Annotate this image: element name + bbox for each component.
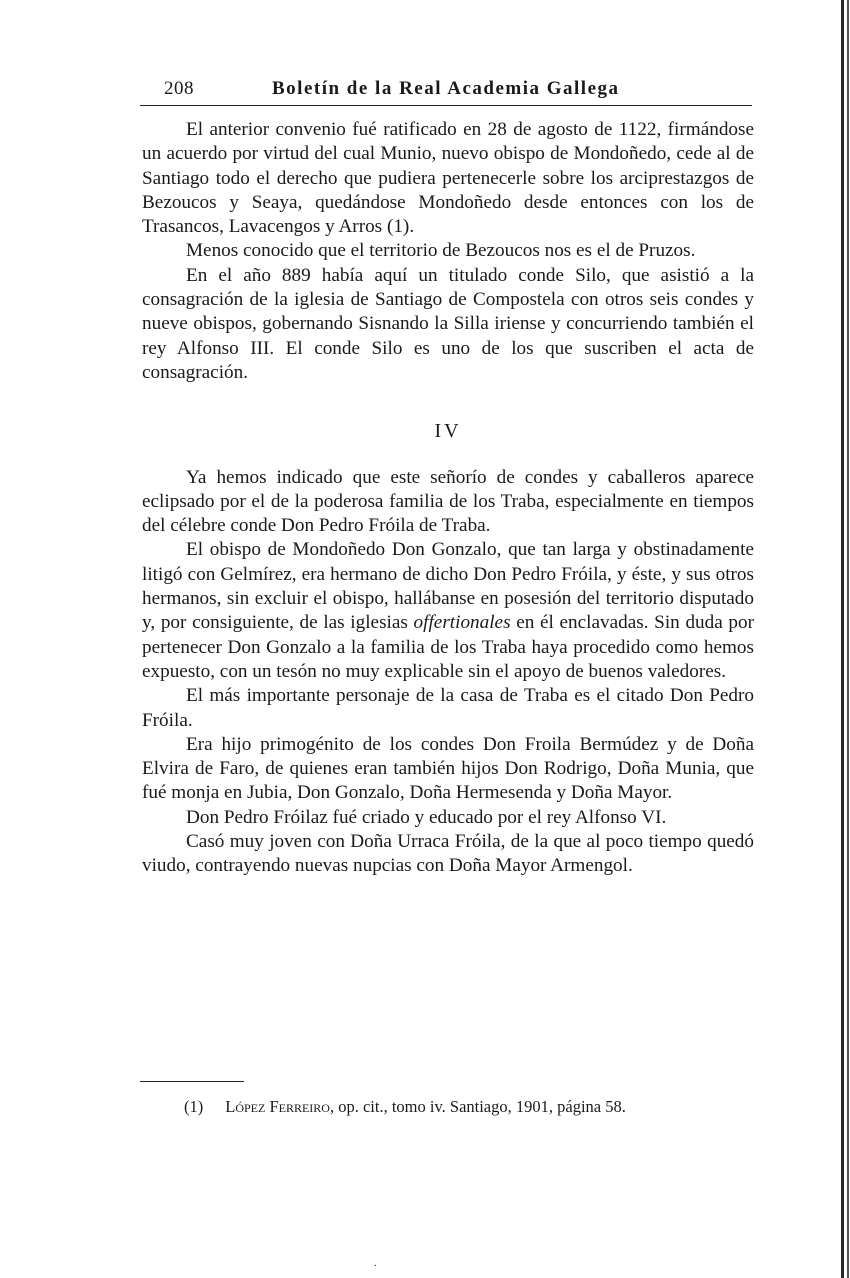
paragraph: El más importante personaje de la casa de Traba es el citado Don Pedro Fróila. [142,685,754,731]
page-edge [841,0,844,1278]
footnote-mark: (1) [184,1097,204,1116]
paragraph: En el año 889 había aquí un titulado conde Silo, que asistió a la consagración de la iglesia de Santiago de Compostela con otros seis condes y nueve obispos, gobernando Sisnando la Silla iriense y concurriendo también el rey Alfonso III. El conde Silo es uno de los que suscriben el acta de consagración. [142,264,754,383]
body-text [142,118,754,879]
paragraph: Don Pedro Fróilaz fué criado y educado por el rey Alfonso VI. [186,806,667,828]
paragraph-text: El obispo de Mondoñedo Don Gonzalo, que tan larga y obstinadamente litigó con Gelmírez, era hermano de dicho Don Pedro Fróila, y éste, y sus otros hermanos, sin excluir el obispo, hallábanse en posesión del territorio disputado y, por consiguiente, de las iglesias [142,539,754,634]
paragraph: Casó muy joven con Doña Urraca Fróila, de la que al poco tiempo quedó viudo, contrayendo nuevas nupcias con Doña Mayor Armengol. [142,831,754,877]
running-title: Boletín de la Real Academia Gallega [272,78,620,99]
footnote-author: López Ferreiro [225,1097,330,1116]
paragraph-text: en él enclavadas. Sin duda por pertenecer Don Gonzalo a la familia de los Traba haya procedido como hemos expuesto, con un tesón no muy explicable sin el apoyo de buenos valedores. [142,612,754,682]
footnote [184,1096,756,1118]
paragraph: Menos conocido que el territorio de Bezoucos nos es el de Pruzos. [186,240,696,262]
page-number: 208 [164,78,194,99]
italic-term: offertionales [413,612,511,634]
speck: . [374,1258,377,1269]
header-rule [140,105,752,106]
paragraph: Ya hemos indicado que este señorío de condes y caballeros aparece eclipsado por el de la poderosa familia de los Traba, especialmente en tiempos del célebre conde Don Pedro Fróila de Traba. [142,466,754,537]
section-heading: IV [434,420,462,443]
footnote-rule [140,1081,244,1082]
paragraph: Era hijo primogénito de los condes Don Froila Bermúdez y de Doña Elvira de Faro, de quienes eran también hijos Don Rodrigo, Doña Munia, que fué monja en Jubia, Don Gonzalo, Doña Hermesenda y Doña Mayor. [142,733,754,804]
page-edge-outer [847,0,849,1278]
page-header [140,72,752,104]
paragraph: El anterior convenio fué ratificado en 28 de agosto de 1122, firmándose un acuerdo por virtud del cual Munio, nuevo obispo de Mondoñedo, cede al de Santiago todo el derecho que pudiera pertenecerle sobre los arciprestazgos de Bezoucos y Seaya, quedándose Mondoñedo desde entonces con los de Trasancos, Lavacengos y Arros (1). [142,119,754,238]
footnote-text: , op. cit., tomo iv. Santiago, 1901, página 58. [329,1097,626,1116]
paragraph [142,538,754,684]
